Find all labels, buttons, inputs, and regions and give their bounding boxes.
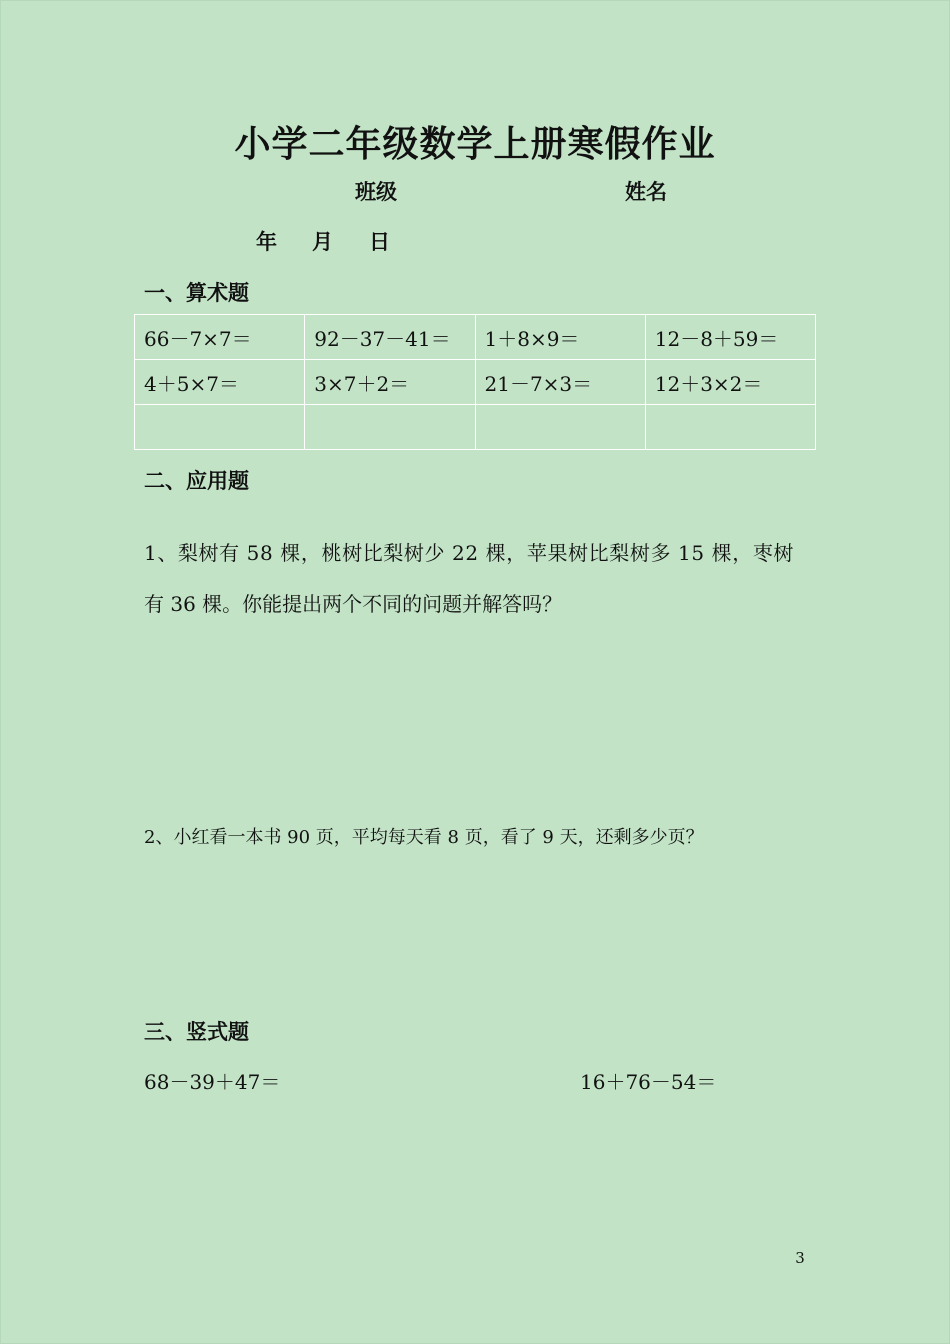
- arithmetic-table: [134, 314, 816, 450]
- table-cell: 1＋8×9＝: [475, 315, 645, 360]
- day-label: 日: [369, 230, 390, 254]
- table-row: [135, 360, 816, 405]
- vertical-problem-2: 16＋76－54＝: [580, 1070, 717, 1094]
- table-cell: 21－7×3＝: [475, 360, 645, 405]
- table-row: [135, 405, 816, 450]
- page-number: 3: [795, 1249, 805, 1267]
- section-heading-application: 二、应用题: [144, 469, 249, 493]
- month-label: 月: [312, 230, 333, 254]
- table-cell: 92－37－41＝: [305, 315, 475, 360]
- table-cell: 3×7＋2＝: [305, 360, 475, 405]
- table-row: [135, 315, 816, 360]
- table-cell: [645, 405, 815, 450]
- problem-1-line-2: 有 36 棵。你能提出两个不同的问题并解答吗？: [144, 592, 563, 616]
- vertical-problem-1: 68－39＋47＝: [144, 1070, 281, 1094]
- section-heading-vertical: 三、竖式题: [144, 1020, 249, 1044]
- table-cell: [135, 405, 305, 450]
- table-cell: 12－8＋59＝: [645, 315, 815, 360]
- year-label: 年: [256, 230, 277, 254]
- table-cell: 12＋3×2＝: [645, 360, 815, 405]
- problem-2: 2、小红看一本书 90 页，平均每天看 8 页，看了 9 天，还剩多少页？: [144, 827, 704, 848]
- name-label: 姓名: [625, 180, 667, 204]
- table-cell: [475, 405, 645, 450]
- table-cell: 4＋5×7＝: [135, 360, 305, 405]
- section-heading-arithmetic: 一、算术题: [144, 281, 249, 305]
- page-title: 小学二年级数学上册寒假作业: [234, 124, 716, 165]
- table-cell: [305, 405, 475, 450]
- problem-1-line-1: 1、梨树有 58 棵，桃树比梨树少 22 棵，苹果树比梨树多 15 棵，枣树: [144, 541, 795, 565]
- class-label: 班级: [355, 180, 397, 204]
- table-cell: 66－7×7＝: [135, 315, 305, 360]
